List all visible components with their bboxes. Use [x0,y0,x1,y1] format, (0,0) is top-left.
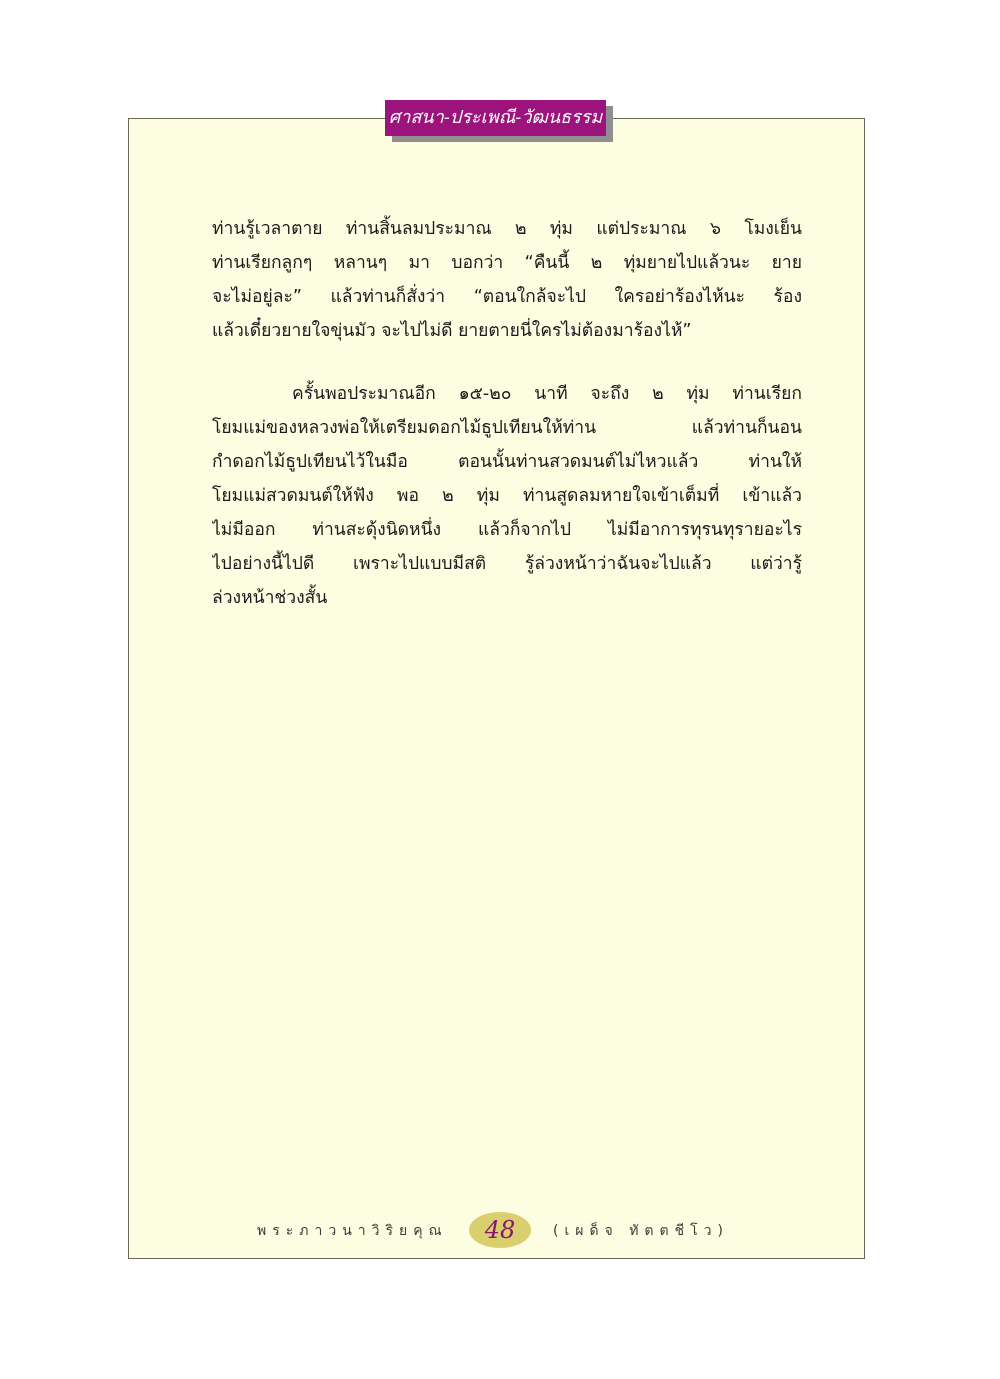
paragraph-1-line-1: ท่านรู้เวลาตาย ท่านสิ้นลมประมาณ ๒ ทุ่ม แต่ประมาณ ๖ โมงเย็น [212,219,802,239]
paragraph-2-line-3: กำดอกไม้ธูปเทียนไว้ในมือ ตอนนั้นท่านสวดมนต์ไม่ไหวแล้ว ท่านให้ [212,452,802,472]
author-name: (เผด็จ ทัตตชีโว) [553,1223,729,1239]
book-title: พระภาวนาวิริยคุณ [257,1223,448,1239]
paragraph-2-line-2: โยมแม่ของหลวงพ่อให้เตรียมดอกไม้ธูปเทียนให้ท่าน แล้วท่านก็นอน [212,418,802,438]
paragraph-2-line-7: ล่วงหน้าช่วงสั้น [212,588,328,608]
page-footer [0,1212,1000,1252]
page-number-badge: 48 [469,1212,531,1248]
body-text [212,212,802,615]
paragraph-2-line-4: โยมแม่สวดมนต์ให้ฟัง พอ ๒ ทุ่ม ท่านสูดลมหายใจเข้าเต็มที่ เข้าแล้ว [212,486,802,506]
paragraph-1-line-2: ท่านเรียกลูกๆ หลานๆ มา บอกว่า “คืนนี้ ๒ ทุ่มยายไปแล้วนะ ยาย [212,253,802,273]
paragraph-1-line-3: จะไม่อยู่ละ” แล้วท่านก็สั่งว่า “ตอนใกล้จะไป ใครอย่าร้องไห้นะ ร้อง [212,287,802,307]
paragraph-1-line-4: แล้วเดี๋ยวยายใจขุ่นมัว จะไปไม่ดี ยายตายนี่ใครไม่ต้องมาร้องไห้” [212,321,692,341]
section-title: ศาสนา-ประเพณี-วัฒนธรรม [385,100,606,136]
paragraph-2-line-1: ครั้นพอประมาณอีก ๑๕-๒๐ นาที จะถึง ๒ ทุ่ม ท่านเรียก [292,384,802,404]
paragraph-2-line-5: ไม่มีออก ท่านสะดุ้งนิดหนึ่ง แล้วก็จากไป ไม่มีอาการทุรนทุรายอะไร [212,520,802,540]
paragraph-gap [212,348,802,377]
paragraph-2-line-6: ไปอย่างนี้ไปดี เพราะไปแบบมีสติ รู้ล่วงหน้าว่าฉันจะไปแล้ว แต่ว่ารู้ [212,554,802,574]
